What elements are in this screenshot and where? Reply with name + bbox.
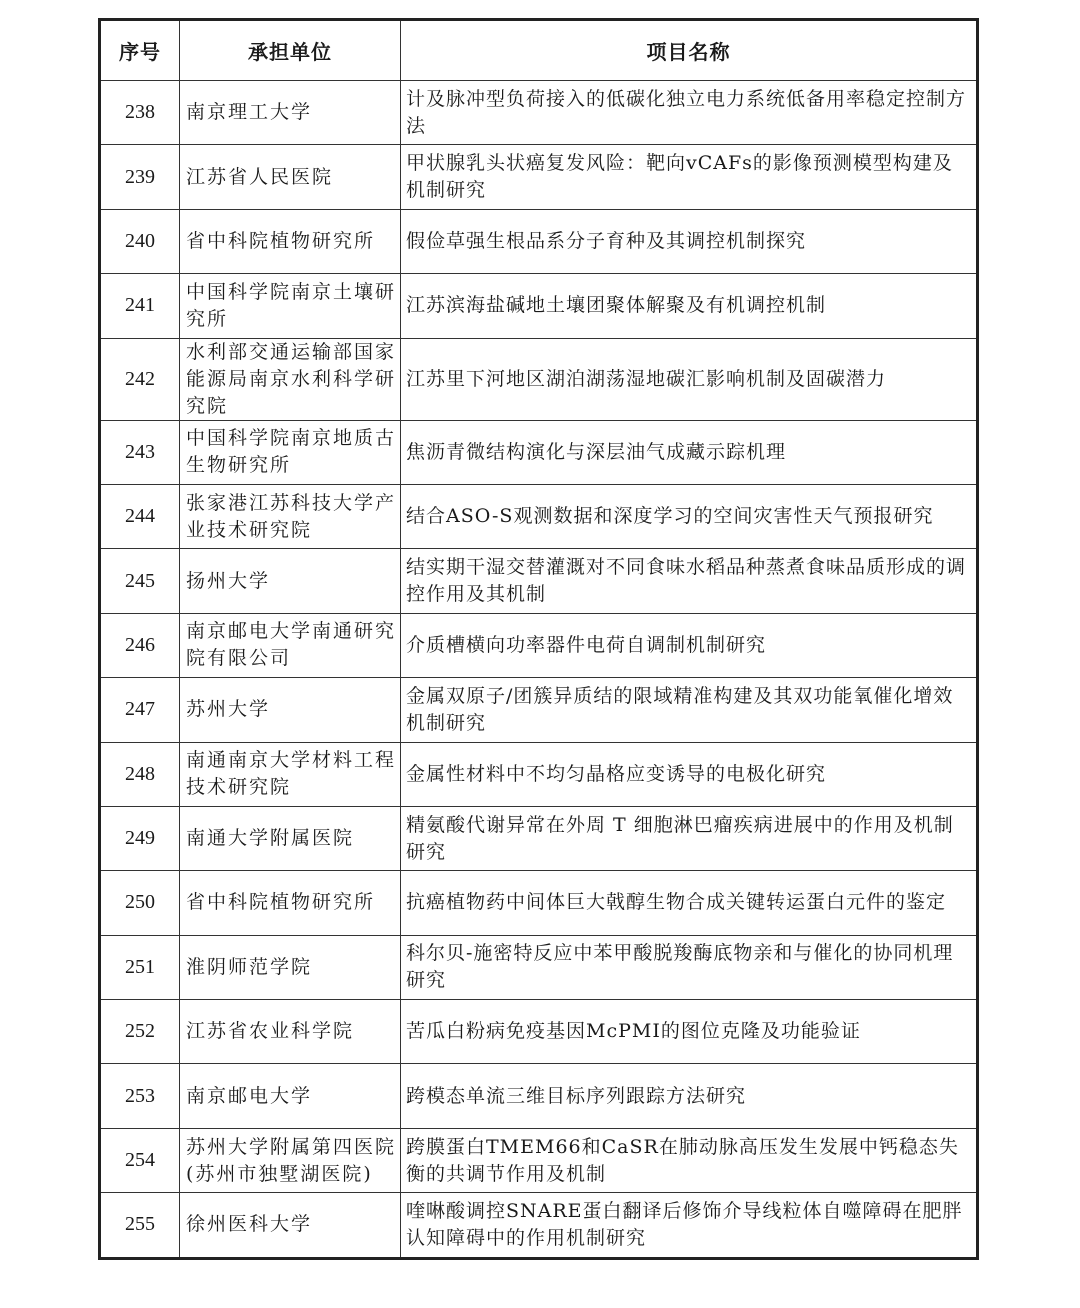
row-unit: 苏州大学	[180, 678, 401, 742]
table-row	[100, 613, 978, 677]
table-row	[100, 806, 978, 870]
row-unit: 张家港江苏科技大学产业技术研究院	[180, 484, 401, 548]
row-project-name: 介质槽横向功率器件电荷自调制机制研究	[401, 613, 978, 677]
row-unit: 南通大学附属医院	[180, 806, 401, 870]
row-project-name: 精氨酸代谢异常在外周 T 细胞淋巴瘤疾病进展中的作用及机制研究	[401, 806, 978, 870]
table-row	[100, 1000, 978, 1064]
row-unit: 水利部交通运输部国家能源局南京水利科学研究院	[180, 338, 401, 420]
row-project-name: 科尔贝-施密特反应中苯甲酸脱羧酶底物亲和与催化的协同机理研究	[401, 935, 978, 999]
row-unit: 江苏省农业科学院	[180, 1000, 401, 1064]
row-number: 246	[100, 613, 180, 677]
row-project-name: 假俭草强生根品系分子育种及其调控机制探究	[401, 209, 978, 273]
row-number: 248	[100, 742, 180, 806]
table-row	[100, 871, 978, 935]
header-project-name: 项目名称	[401, 20, 978, 81]
table-row	[100, 274, 978, 338]
row-number: 243	[100, 420, 180, 484]
row-number: 249	[100, 806, 180, 870]
row-project-name: 苦瓜白粉病免疫基因McPMI的图位克隆及功能验证	[401, 1000, 978, 1064]
row-project-name: 计及脉冲型负荷接入的低碳化独立电力系统低备用率稳定控制方法	[401, 81, 978, 145]
row-number: 239	[100, 145, 180, 209]
row-unit: 南京理工大学	[180, 81, 401, 145]
row-number: 252	[100, 1000, 180, 1064]
row-number: 255	[100, 1193, 180, 1258]
row-project-name: 江苏滨海盐碱地土壤团聚体解聚及有机调控机制	[401, 274, 978, 338]
row-project-name: 金属性材料中不均匀晶格应变诱导的电极化研究	[401, 742, 978, 806]
row-project-name: 跨膜蛋白TMEM66和CaSR在肺动脉高压发生发展中钙稳态失衡的共调节作用及机制	[401, 1128, 978, 1192]
row-number: 240	[100, 209, 180, 273]
row-number: 253	[100, 1064, 180, 1128]
row-unit: 南通南京大学材料工程技术研究院	[180, 742, 401, 806]
project-table	[98, 18, 979, 1260]
table-row	[100, 209, 978, 273]
table-row	[100, 81, 978, 145]
header-row	[100, 20, 978, 81]
row-number: 245	[100, 549, 180, 613]
row-unit: 中国科学院南京土壤研究所	[180, 274, 401, 338]
row-number: 251	[100, 935, 180, 999]
table-row	[100, 1064, 978, 1128]
row-number: 254	[100, 1128, 180, 1192]
table-row	[100, 935, 978, 999]
table-row	[100, 145, 978, 209]
row-project-name: 金属双原子/团簇异质结的限域精准构建及其双功能氧催化增效机制研究	[401, 678, 978, 742]
header-unit: 承担单位	[180, 20, 401, 81]
table-row	[100, 338, 978, 420]
row-project-name: 焦沥青微结构演化与深层油气成藏示踪机理	[401, 420, 978, 484]
row-project-name: 结合ASO-S观测数据和深度学习的空间灾害性天气预报研究	[401, 484, 978, 548]
table-row	[100, 742, 978, 806]
table-row	[100, 420, 978, 484]
row-number: 242	[100, 338, 180, 420]
row-unit: 省中科院植物研究所	[180, 209, 401, 273]
row-project-name: 喹啉酸调控SNARE蛋白翻译后修饰介导线粒体自噬障碍在肥胖认知障碍中的作用机制研究	[401, 1193, 978, 1258]
row-project-name: 甲状腺乳头状癌复发风险：靶向vCAFs的影像预测模型构建及机制研究	[401, 145, 978, 209]
row-unit: 扬州大学	[180, 549, 401, 613]
row-project-name: 江苏里下河地区湖泊湖荡湿地碳汇影响机制及固碳潜力	[401, 338, 978, 420]
row-number: 241	[100, 274, 180, 338]
row-number: 250	[100, 871, 180, 935]
row-number: 244	[100, 484, 180, 548]
row-unit: 江苏省人民医院	[180, 145, 401, 209]
table-row	[100, 678, 978, 742]
row-project-name: 跨模态单流三维目标序列跟踪方法研究	[401, 1064, 978, 1128]
row-unit: 中国科学院南京地质古生物研究所	[180, 420, 401, 484]
table-row	[100, 549, 978, 613]
table-row	[100, 1193, 978, 1258]
row-unit: 苏州大学附属第四医院(苏州市独墅湖医院)	[180, 1128, 401, 1192]
table-row	[100, 1128, 978, 1192]
row-project-name: 抗癌植物药中间体巨大戟醇生物合成关键转运蛋白元件的鉴定	[401, 871, 978, 935]
row-unit: 徐州医科大学	[180, 1193, 401, 1258]
row-project-name: 结实期干湿交替灌溉对不同食味水稻品种蒸煮食味品质形成的调控作用及其机制	[401, 549, 978, 613]
row-unit: 省中科院植物研究所	[180, 871, 401, 935]
row-unit: 南京邮电大学南通研究院有限公司	[180, 613, 401, 677]
row-number: 247	[100, 678, 180, 742]
header-number: 序号	[100, 20, 180, 81]
table-row	[100, 484, 978, 548]
row-unit: 南京邮电大学	[180, 1064, 401, 1128]
row-unit: 淮阴师范学院	[180, 935, 401, 999]
row-number: 238	[100, 81, 180, 145]
